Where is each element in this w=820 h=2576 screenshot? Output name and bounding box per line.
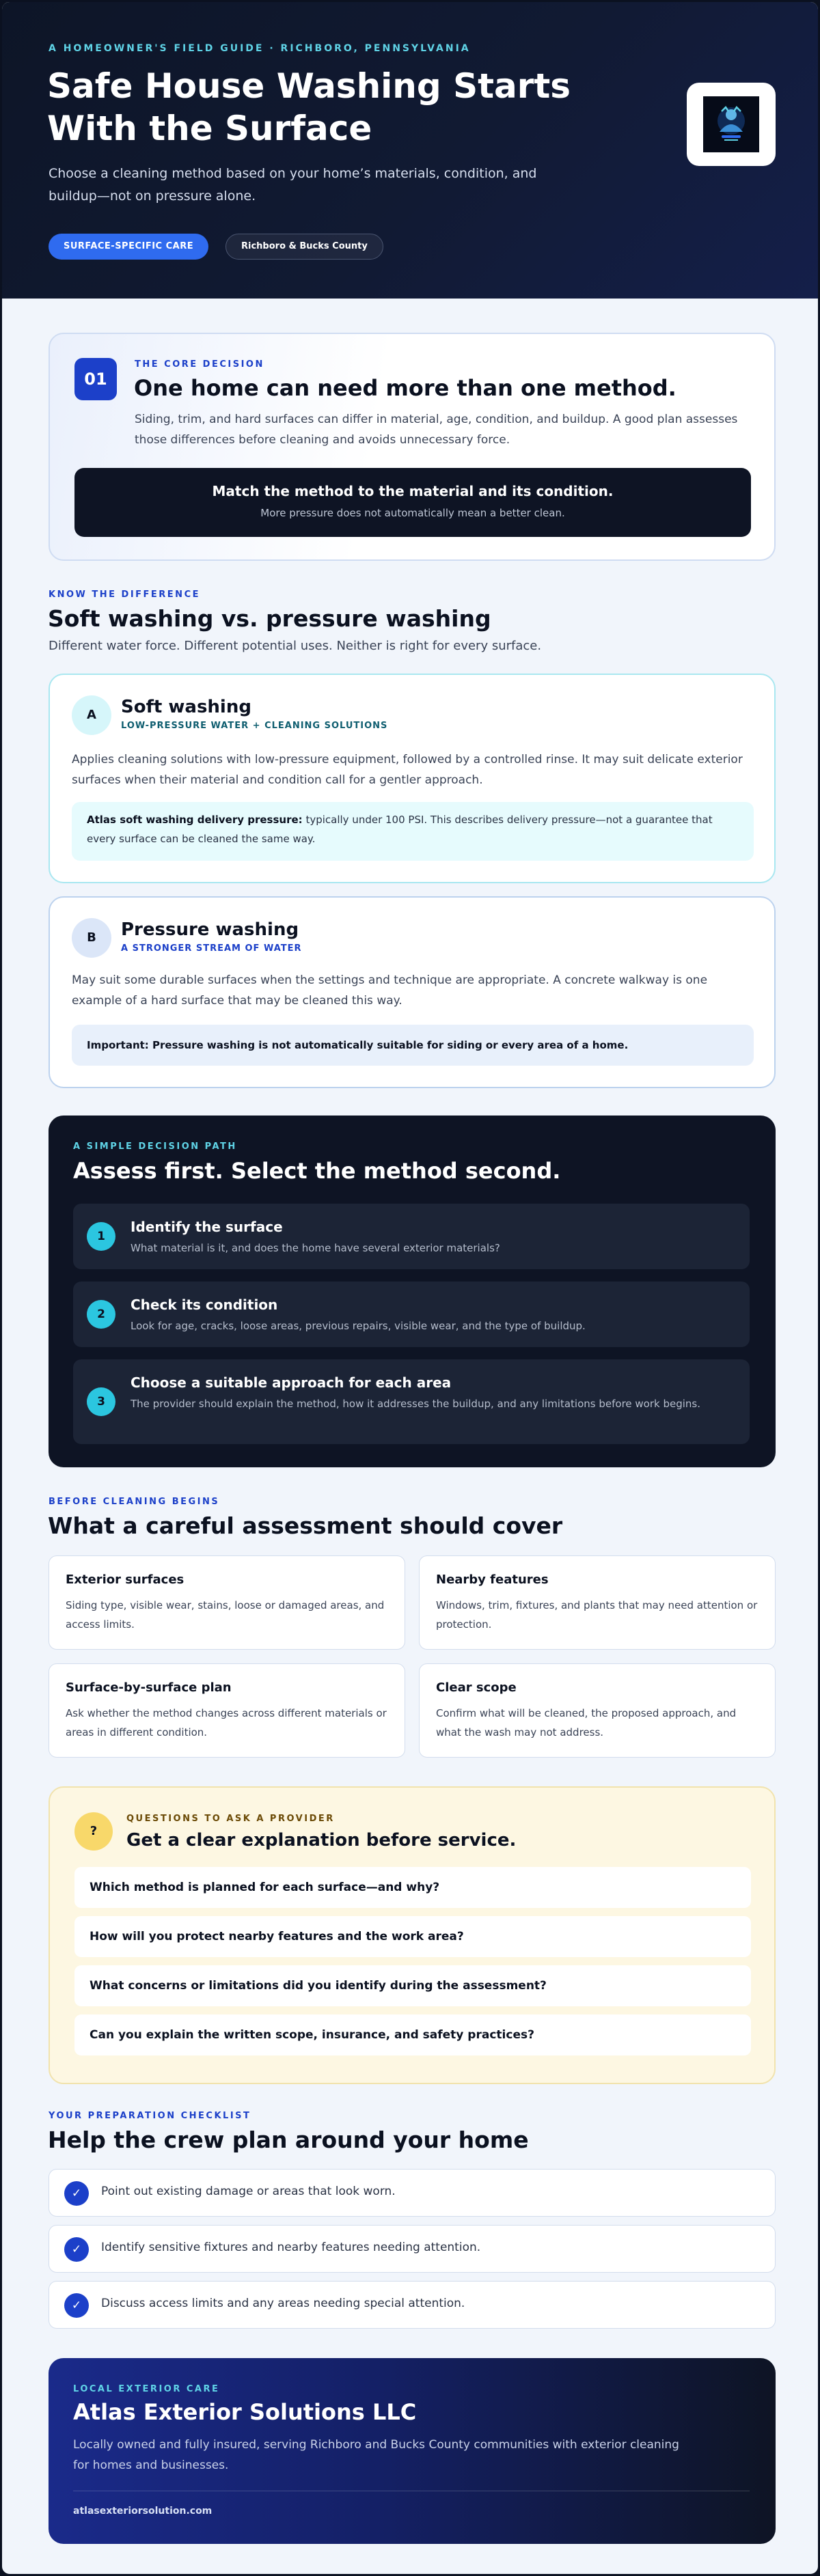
step-desc: What material is it, and does the home have several exterior materials?	[131, 1242, 500, 1254]
checklist-item-text: Point out existing damage or areas that look worn.	[101, 2185, 396, 2198]
question-item: What concerns or limitations did you identify during the assessment?	[74, 1965, 751, 2006]
pressure-washing-title: Pressure washing	[121, 919, 299, 940]
step-card	[73, 1204, 750, 1269]
assessment-card-title: Surface-by-surface plan	[66, 1680, 232, 1695]
company-footer	[49, 2358, 776, 2544]
soft-washing-body: Applies cleaning solutions with low-pressure equipment, followed by a controlled rinse. It may suit delicate exterior surfaces when their material and condition call for a gentler approach.	[72, 753, 743, 787]
assessment-card-desc: Windows, trim, fixtures, and plants that may need attention or protection.	[436, 1599, 758, 1631]
core-decision-card	[49, 333, 776, 561]
banner-subtitle: More pressure does not automatically mean a better clean.	[260, 507, 565, 519]
step-card	[73, 1359, 750, 1444]
difference-title: Soft washing vs. pressure washing	[48, 605, 491, 632]
step-title: Check its condition	[131, 1297, 278, 1313]
step-number: 2	[87, 1300, 115, 1329]
step-desc: The provider should explain the method, how it addresses the buildup, and any limitations before work begins.	[131, 1398, 700, 1410]
path-eyebrow: A SIMPLE DECISION PATH	[73, 1141, 237, 1152]
step-number: 3	[87, 1387, 115, 1416]
service-area-pill: Richboro & Bucks County	[226, 234, 383, 260]
step-title: Identify the surface	[131, 1219, 283, 1235]
company-name: Atlas Exterior Solutions LLC	[73, 2399, 417, 2425]
method-badge-a: A	[72, 695, 111, 735]
website-link[interactable]: atlasexteriorsolution.com	[73, 2506, 213, 2517]
check-icon: ✓	[64, 2293, 89, 2318]
assessment-card-title: Nearby features	[436, 1573, 549, 1587]
checklist-item-text: Discuss access limits and any areas needing special attention.	[101, 2297, 465, 2310]
assessment-card-desc: Confirm what will be cleaned, the proposed approach, and what the wash may not address.	[436, 1707, 737, 1739]
banner-title: Match the method to the material and its condition.	[212, 483, 614, 499]
hero-header	[2, 2, 820, 299]
checklist-title: Help the crew plan around your home	[48, 2127, 529, 2153]
hero-eyebrow: A HOMEOWNER'S FIELD GUIDE · RICHBORO, PENNSYLVANIA	[49, 43, 471, 54]
check-icon: ✓	[64, 2237, 89, 2262]
step-number: 1	[87, 1222, 115, 1251]
core-body: Siding, trim, and hard surfaces can differ in material, age, condition, and buildup. A good plan assesses those differences before cleaning and avoids unnecessary force.	[135, 413, 738, 447]
decision-path-panel	[49, 1116, 776, 1467]
assessment-card	[49, 1663, 405, 1758]
pressure-washing-card	[49, 896, 776, 1088]
pressure-washing-note: Important: Pressure washing is not automatically suitable for siding or every area of a home.	[72, 1025, 754, 1066]
provider-questions-panel	[49, 1786, 776, 2084]
soft-washing-note	[72, 802, 754, 861]
surface-care-pill: SURFACE-SPECIFIC CARE	[49, 234, 208, 260]
assessment-card	[419, 1555, 776, 1650]
company-description: Locally owned and fully insured, serving Richboro and Bucks County communities with exterior cleaning for homes and businesses.	[73, 2438, 679, 2472]
core-title: One home can need more than one method.	[134, 375, 676, 401]
hero-lead: Choose a cleaning method based on your home’s materials, condition, and buildup—not on pressure alone.	[49, 166, 537, 204]
assessment-card-title: Clear scope	[436, 1680, 517, 1695]
checklist-item-text: Identify sensitive fixtures and nearby features needing attention.	[101, 2241, 481, 2254]
footer-eyebrow: LOCAL EXTERIOR CARE	[73, 2384, 220, 2394]
page-title: Safe House Washing Starts With the Surface	[47, 66, 571, 148]
question-item: Can you explain the written scope, insurance, and safety practices?	[74, 2014, 751, 2055]
assessment-eyebrow: BEFORE CLEANING BEGINS	[49, 1497, 220, 1507]
check-icon: ✓	[64, 2181, 89, 2206]
atlas-logo-icon	[703, 96, 759, 152]
path-title: Assess first. Select the method second.	[73, 1158, 561, 1184]
pressure-washing-body: May suit some durable surfaces when the settings and technique are appropriate. A concrete walkway is one example of a hard surface that may be cleaned this way.	[72, 973, 708, 1008]
checklist-item	[49, 2169, 776, 2217]
pressure-washing-tag: A STRONGER STREAM OF WATER	[121, 943, 302, 954]
difference-subtitle: Different water force. Different potential uses. Neither is right for every surface.	[49, 639, 542, 653]
checklist-item	[49, 2281, 776, 2329]
assessment-title: What a careful assessment should cover	[48, 1512, 563, 1539]
soft-washing-title: Soft washing	[121, 697, 251, 717]
question-mark-icon: ?	[74, 1812, 113, 1851]
step-card	[73, 1282, 750, 1347]
assessment-card-desc: Siding type, visible wear, stains, loose or damaged areas, and access limits.	[66, 1599, 385, 1631]
assessment-card	[49, 1555, 405, 1650]
step-title: Choose a suitable approach for each area	[131, 1374, 452, 1391]
assessment-card-desc: Ask whether the method changes across different materials or areas in different condition.	[66, 1707, 387, 1739]
question-item: How will you protect nearby features and the work area?	[74, 1916, 751, 1957]
step-desc: Look for age, cracks, loose areas, previous repairs, visible wear, and the type of buildup.	[131, 1320, 586, 1332]
checklist-item	[49, 2225, 776, 2273]
soft-washing-tag: LOW-PRESSURE WATER + CLEANING SOLUTIONS	[121, 721, 388, 731]
soft-washing-card	[49, 674, 776, 883]
method-badge-b: B	[72, 918, 111, 958]
questions-title: Get a clear explanation before service.	[126, 1830, 517, 1851]
checklist-eyebrow: YOUR PREPARATION CHECKLIST	[49, 2111, 251, 2121]
note-label: Atlas soft washing delivery pressure:	[87, 814, 303, 826]
note-text: typically under 100 PSI. This describes delivery pressure—not a guarantee that every surface can be cleaned the same way.	[87, 814, 713, 845]
questions-eyebrow: QUESTIONS TO ASK A PROVIDER	[126, 1814, 335, 1824]
difference-eyebrow: KNOW THE DIFFERENCE	[49, 590, 200, 600]
logo-card	[687, 83, 776, 166]
section-number-badge: 01	[74, 358, 117, 400]
assessment-card-title: Exterior surfaces	[66, 1573, 184, 1587]
core-banner	[74, 468, 751, 537]
core-eyebrow: THE CORE DECISION	[135, 359, 264, 370]
question-item: Which method is planned for each surface—and why?	[74, 1867, 751, 1908]
assessment-card	[419, 1663, 776, 1758]
